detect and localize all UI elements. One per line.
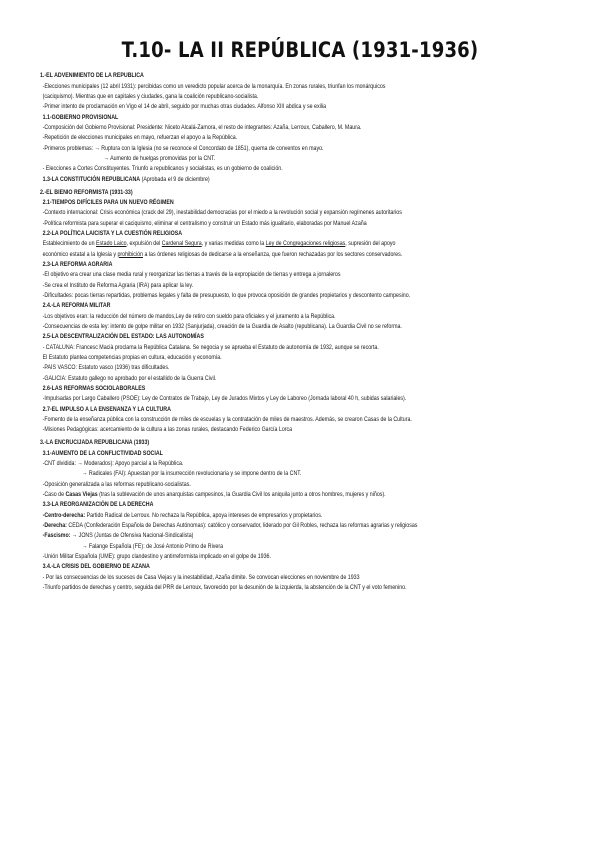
underlined-term: Ley de Congregaciones religiosas [265,240,346,248]
subsection-heading: 2.4.-LA REFORMA MILITAR [42,302,111,310]
subsection-heading: 1.1-GOBIERNO PROVISIONAL [42,113,119,121]
text-line: -PAÍS VASCO: Estatuto vasco (1936) tras dificultades. [42,364,170,372]
text-line: -Repetición de elecciones municipales en mayo, refuerzan el apoyo a la República. [42,134,238,142]
text-run: , supresión del apoyo [345,240,396,248]
text-line: -Elecciones municipales (12 abril 1931): percibidas como un veredicto popular acerca de la monarquía. En zonas rurales, triunfan los monárquicos [42,82,386,90]
text-line: (caciquismo). Mientras que en capitales y ciudades, gana la coalición republicano-socialista. [42,93,259,101]
text-line: -Consecuencias de esta ley: intento de golpe militar en 1932 (Sanjurjada), creación de la Guardia de Asalto (republicana). La Guardia Civil no se reforma. [42,323,402,331]
text-run: Partido Radical de Lerroux. No rechaza la República, apoya intereses de empresarios y propietarios. [85,511,323,519]
subsection-heading: 2.5-LA DESCENTRALIZACIÓN DEL ESTADO: LAS AUTONOMÍAS [42,333,204,341]
subsection-heading: 1.3-LA CONSTITUCIÓN REPUBLICANA [42,175,141,183]
text-line: -Impulsadas por Largo Caballero (PSOE): Ley de Contratos de Trabajo, Ley de Jurados Mixtos y Ley de Laboreo (Jornada laboral 40 h, subidas salariales). [42,395,407,403]
heading-note: (Aprobada el 9 de diciembre) [140,175,210,183]
text-line: -Primer intento de proclamación en Vigo el 14 de abril, seguido por muchas otras ciudades. Alfonso XIII abdica y se exilia [42,103,327,111]
text-line [40,239,585,249]
bold-term: -Centro-derecha: [42,511,86,519]
text-line [40,490,585,500]
text-line: -Oposición generalizada a las reformas republicano-socialistas. [42,480,191,488]
subsection-heading: 2.2-LA POLÍTICA LAICISTA Y LA CUESTIÓN RELIGIOSA [42,229,183,237]
text-line: -Triunfo partidos de derechas y centro, seguida del PRR de Lerroux, favorecido por la desunión de la izquierda, la abstención de la CNT y el voto femenino. [42,584,407,592]
text-run: Establecimiento de un [42,240,97,248]
document-body [40,69,585,593]
section-heading: 2.-EL BIENIO REFORMISTA (1931-33) [40,188,133,196]
text-run: CEDA (Confederación Española de Derechas Autónomas): católico y conservador, liderado por Gil Robles, rechaza las reformas agrarias y religiosas [66,521,418,529]
text-line: -Política reformista para superar el caciquismo, eliminar el centralismo y construir un Estado más igualitario, elaboradas por Manuel Azaña [42,219,367,227]
text-run: a las órdenes religiosas de dedicarse a la enseñanza, que fueron rechazadas por los sectores conservadores. [142,250,403,258]
subsection-heading: 2.1-TIEMPOS DIFÍCILES PARA UN NUEVO RÉGIMEN [42,198,174,206]
text-line: -Unión Militar Española (UME): grupo clandestino y antirreformista implicado en el golpe de 1936. [42,552,271,560]
text-line: - Elecciones a Cortes Constituyentes. Triunfo a republicanos y socialistas, es un gobierno de coalición. [42,165,283,173]
bold-term: -Fascismo: [42,532,71,540]
text-run: -Caso de [42,490,66,498]
underlined-term: Cardenal Segura [161,240,202,248]
subsection-heading: 3.4.-LA CRISIS DEL GOBIERNO DE AZAÑA [42,563,150,571]
text-line [40,511,585,521]
text-line: - Por las consecuencias de los sucesos de Casa Viejas y la inestabilidad, Azaña dimite. Se convocan elecciones en noviembre de 1933 [42,573,360,581]
bold-term: -Derecha: [42,521,67,529]
text-line: → Radicales (FAI): Apuestan por la insurrección revolucionaria y se impone dentro de la CNT. [82,470,302,478]
text-line: -Primeros problemas: → Ruptura con la Iglesia (no se reconoce el Concordato de 1851), quema de conventos en mayo. [42,144,324,152]
text-line: -Misiones Pedagógicas: acercamiento de la cultura a las zonas rurales, destacando Federico García Lorca [42,426,293,434]
text-run: , expulsión del [126,240,162,248]
text-line [40,521,585,531]
section-heading: 3.-LA ENCRUCIJADA REPUBLICANA (1933) [40,439,150,447]
text-run: económico estatal a la Iglesia y [42,250,118,258]
text-line: -Contexto internacional: Crisis económica (crack del 29), inestabilidad democracias por el miedo a la revolución social y expansión regímenes autoritarios [42,209,402,217]
text-line: -GALICIA: Estatuto gallego no aprobado por el estallido de la Guerra Civil. [42,374,217,382]
text-line: → Falange Española (FE): de José Antonio Primo de Rivera [82,542,224,550]
text-line: -Dificultades: pocas tierras repartidas, problemas legales y falta de presupuesto, lo que provoca oposición de grandes propietarios y descontento campesino. [42,292,411,299]
text-line: -CNT dividida: → Moderados): Apoyo parcial a la República. [42,459,184,467]
text-line: El Estatuto plantea competencias propias en cultura, educación y economía. [42,354,222,362]
subsection-heading: 2.6-LAS REFORMAS SOCIOLABORALES [42,385,146,393]
text-line [40,250,585,260]
text-line [40,531,585,541]
subsection-heading-line [40,175,585,185]
text-run: → JONS (Juntas de Ofensiva Nacional-Sindicalista) [70,532,194,540]
text-line: -Se crea el Instituto de Reforma Agraria (IRA) para aplicar la ley. [42,281,194,289]
subsection-heading: 2.7-EL IMPULSO A LA ENSEÑANZA Y LA CULTURA [42,405,171,413]
section-heading: 1.-EL ADVENIMIENTO DE LA REPÚBLICA [40,72,144,80]
text-line: - CATALUÑA: Francesc Macià proclama la República Catalana. Se negocia y se aprueba el Estatuto de autonomía de 1932, aunque se recorta. [42,343,379,351]
text-line: → Aumento de huelgas promovidas por la CNT. [103,155,216,163]
text-line: -Composición del Gobierno Provisional: Presidente: Niceto Alcalá-Zamora, el resto de integrantes: Azaña, Lerroux, Caballero, M. Maura. [42,124,362,132]
underlined-term: prohibición [117,250,143,258]
text-line: -Fomento de la enseñanza pública con la construcción de miles de escuelas y la contratación de miles de maestros. Además, se crearon Casas de la Cultura. [42,416,412,424]
bold-term: Casas Viejas [65,490,98,498]
subsection-heading: 3.3-LA REORGANIZACIÓN DE LA DERECHA [42,501,154,509]
underlined-term: Estado Laico [96,240,127,248]
text-line: -Los objetivos eran: la reducción del número de mandos,Ley de retiro con sueldo para oficiales y el juramento a la República. [42,312,336,320]
document-title: T.10- LA II REPÚBLICA (1931-1936) [121,38,479,62]
subsection-heading: 2.3-LA REFORMA AGRARIA [42,260,113,268]
text-line: -El objetivo era crear una clase media rural y reorganizar las tierras a través de la expropiación de tierras y entrega a jornaleros [42,271,341,279]
text-run: , y varias medidas como la [201,240,266,248]
subsection-heading: 3.1-AUMENTO DE LA CONFLICTIVIDAD SOCIAL [42,449,163,457]
text-run: (tras la sublevación de unos anarquistas campesinos, la Guardia Civil los aniquila junto a otros hombres, mujeres y niños). [97,490,386,498]
